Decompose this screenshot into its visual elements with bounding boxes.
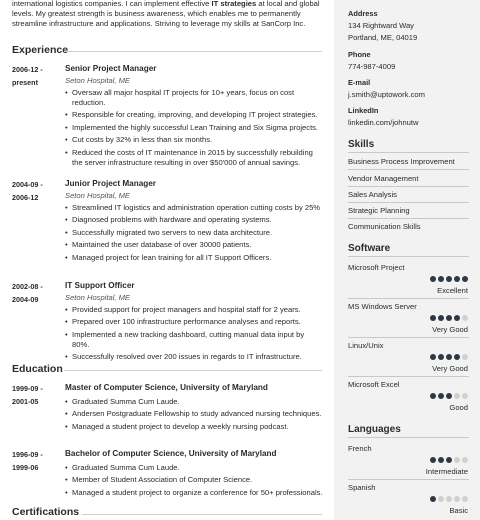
skill-item: Vendor Management — [348, 174, 419, 183]
rating-dot-filled — [446, 393, 452, 399]
job-title: IT Support Officer — [65, 281, 135, 290]
skill-divider — [348, 169, 469, 170]
rating-dot-empty — [438, 496, 444, 502]
software-item-divider — [348, 337, 469, 338]
languages-divider — [348, 437, 469, 438]
software-item-divider — [348, 298, 469, 299]
rating-dot-filled — [438, 276, 444, 282]
rating-level: Excellent — [437, 286, 468, 295]
experience-heading: Experience — [12, 44, 69, 56]
rating-dot-filled — [438, 315, 444, 321]
entry-start-date: 2004-09 - — [12, 180, 43, 189]
rating-dot-filled — [446, 457, 452, 463]
job-title: Junior Project Manager — [65, 179, 156, 188]
skill-item: Business Process Improvement — [348, 157, 455, 166]
skill-divider — [348, 186, 469, 187]
job-bullet: • Oversaw all major hospital IT projects for 10+ years, focus on cost reduction. — [65, 88, 323, 108]
rating-dot-filled — [462, 276, 468, 282]
job-bullet: • Prepared over 100 infrastructure performance analyses and reports. — [65, 317, 323, 327]
rating-dot-empty — [446, 496, 452, 502]
rating-dots — [430, 354, 468, 360]
job-bullet: • Implemented the highly successful Lean Training and Six Sigma projects. — [65, 123, 323, 133]
job-bullet: • Maintained the user database of over 30000 patients. — [65, 240, 323, 250]
skill-item: Strategic Planning — [348, 206, 410, 215]
entry-start-date: 2002-08 - — [12, 282, 43, 291]
language-item-divider — [348, 479, 469, 480]
rating-dot-filled — [454, 315, 460, 321]
entry-start-date: 1999-09 - — [12, 384, 43, 393]
degree-bullets — [65, 463, 323, 498]
entry-dates — [12, 281, 62, 306]
rating-dot-filled — [454, 354, 460, 360]
degree-title: Bachelor of Computer Science, University of Maryland — [65, 449, 277, 458]
degree-bullet: • Andersen Postgraduate Fellowship to study advanced nursing techniques. — [65, 409, 323, 419]
rating-dots — [430, 315, 468, 321]
software-item-divider — [348, 376, 469, 377]
job-bullets — [65, 203, 323, 263]
degree-bullet: • Graduated Summa Cum Laude. — [65, 397, 323, 407]
job-bullet: • Cut costs by 32% in less than six months. — [65, 135, 323, 145]
rating-dot-filled — [446, 276, 452, 282]
entry-end-date: 2001-05 — [12, 396, 39, 406]
rating-dot-empty — [462, 457, 468, 463]
skills-heading: Skills — [348, 139, 375, 150]
education-heading: Education — [12, 363, 63, 375]
profile-summary — [12, 0, 327, 29]
rating-level: Intermediate — [425, 467, 468, 476]
rating-dot-filled — [438, 457, 444, 463]
software-name: MS Windows Server — [348, 302, 417, 311]
skills-divider — [348, 152, 469, 153]
entry-start-date: 2006-12 - — [12, 65, 43, 74]
software-name: Linux/Unix — [348, 341, 384, 350]
rating-level: Very Good — [432, 325, 468, 334]
entry-end-date: 1999-06 — [12, 462, 39, 472]
rating-dot-filled — [438, 393, 444, 399]
entry-body — [65, 281, 323, 365]
job-bullet: • Streamlined IT logistics and administration operation cutting costs by 25% — [65, 203, 323, 213]
skill-item: Communication Skills — [348, 222, 421, 231]
summary-highlight: IT strategies — [211, 0, 257, 8]
address-line-2: Portland, ME, 04019 — [348, 33, 418, 42]
degree-bullets — [65, 397, 323, 432]
job-title: Senior Project Manager — [65, 64, 157, 73]
job-place: Seton Hospital, ME — [65, 75, 130, 85]
entry-body — [65, 449, 323, 500]
rating-dot-empty — [462, 315, 468, 321]
rating-dot-filled — [430, 496, 436, 502]
resume-sidebar — [334, 0, 480, 520]
skill-divider — [348, 202, 469, 203]
linkedin-label: LinkedIn — [348, 106, 379, 115]
phone-label: Phone — [348, 50, 371, 59]
skill-divider — [348, 218, 469, 219]
language-name: French — [348, 444, 372, 453]
software-name: Microsoft Excel — [348, 380, 400, 389]
rating-dot-empty — [462, 496, 468, 502]
job-place: Seton Hospital, ME — [65, 292, 130, 302]
rating-level: Very Good — [432, 364, 468, 373]
experience-divider — [64, 51, 322, 52]
rating-dots — [430, 276, 468, 282]
job-bullet: • Successfully resolved over 200 issues in regards to IT infrastructure. — [65, 352, 323, 362]
entry-dates — [12, 64, 62, 89]
job-place: Seton Hospital, ME — [65, 190, 130, 200]
entry-start-date: 1996-09 - — [12, 450, 43, 459]
rating-level: Basic — [449, 506, 468, 515]
address-label: Address — [348, 9, 378, 18]
entry-end-date: 2006-12 — [12, 192, 39, 202]
rating-dot-empty — [454, 393, 460, 399]
entry-body — [65, 383, 323, 434]
software-name: Microsoft Project — [348, 263, 405, 272]
job-bullet: • Implemented a new tracking dashboard, cutting manual data input by 80%. — [65, 330, 323, 350]
summary-text-start: international logistics companies. I can implement effective — [12, 0, 212, 8]
rating-dots — [430, 496, 468, 502]
email-link[interactable]: j.smith@uptowork.com — [348, 90, 425, 99]
entry-end-date: 2004-09 — [12, 294, 39, 304]
languages-heading: Languages — [348, 424, 401, 435]
certifications-heading: Certifications — [12, 506, 80, 518]
entry-end-date: present — [12, 77, 38, 87]
rating-dot-filled — [430, 354, 436, 360]
rating-dot-empty — [454, 496, 460, 502]
rating-dot-filled — [430, 457, 436, 463]
rating-dot-filled — [438, 354, 444, 360]
degree-bullet: • Managed a student project to organize a conference for 50+ professionals. — [65, 488, 323, 498]
rating-dots — [430, 457, 468, 463]
rating-dot-filled — [430, 315, 436, 321]
entry-body — [65, 64, 323, 170]
job-bullet: • Diagnosed problems with hardware and operating systems. — [65, 215, 323, 225]
education-divider — [64, 370, 322, 371]
job-bullet: • Provided support for project managers and hospital staff for 2 years. — [65, 305, 323, 315]
linkedin-link[interactable]: linkedin.com/johnutw — [348, 118, 419, 127]
skill-item: Sales Analysis — [348, 190, 397, 199]
job-bullets — [65, 305, 323, 363]
degree-title: Master of Computer Science, University of Maryland — [65, 383, 268, 392]
entry-dates — [12, 449, 62, 474]
email-label: E-mail — [348, 78, 371, 87]
software-divider — [348, 256, 469, 257]
degree-bullet: • Member of Student Association of Computer Science. — [65, 475, 323, 485]
rating-dot-filled — [446, 354, 452, 360]
job-bullet: • Managed project for lean training for all IT Support Officers. — [65, 253, 323, 263]
job-bullet: • Responsible for creating, improving, and developing IT project strategies. — [65, 110, 323, 120]
job-bullets — [65, 88, 323, 168]
entry-body — [65, 179, 323, 265]
rating-dot-empty — [462, 354, 468, 360]
certifications-divider — [82, 514, 322, 515]
rating-dots — [430, 393, 468, 399]
phone-value: 774-987-4009 — [348, 62, 396, 71]
address-line-1: 134 Rightward Way — [348, 21, 414, 30]
rating-dot-filled — [430, 393, 436, 399]
rating-level: Good — [449, 403, 468, 412]
rating-dot-filled — [454, 276, 460, 282]
summary-text-end: at local and global levels. My greatest strength is business awareness, which enables me to permanently streamline infrastructure and applications. Striving to leverage my skills at SanCorp Inc. — [12, 0, 320, 29]
rating-dot-filled — [430, 276, 436, 282]
software-heading: Software — [348, 243, 391, 254]
entry-dates — [12, 179, 62, 204]
degree-bullet: • Managed a student project to develop a weekly nursing podcast. — [65, 422, 323, 432]
entry-dates — [12, 383, 62, 408]
rating-dot-empty — [454, 457, 460, 463]
job-bullet: • Reduced the costs of IT maintenance in 2015 by successfully rebuilding the server infrastructure resulting in over $50'000 of annual savings. — [65, 148, 323, 168]
rating-dot-filled — [446, 315, 452, 321]
rating-dot-empty — [462, 393, 468, 399]
language-name: Spanish — [348, 483, 376, 492]
job-bullet: • Successfully migrated two servers to new data architecture. — [65, 228, 323, 238]
degree-bullet: • Graduated Summa Cum Laude. — [65, 463, 323, 473]
